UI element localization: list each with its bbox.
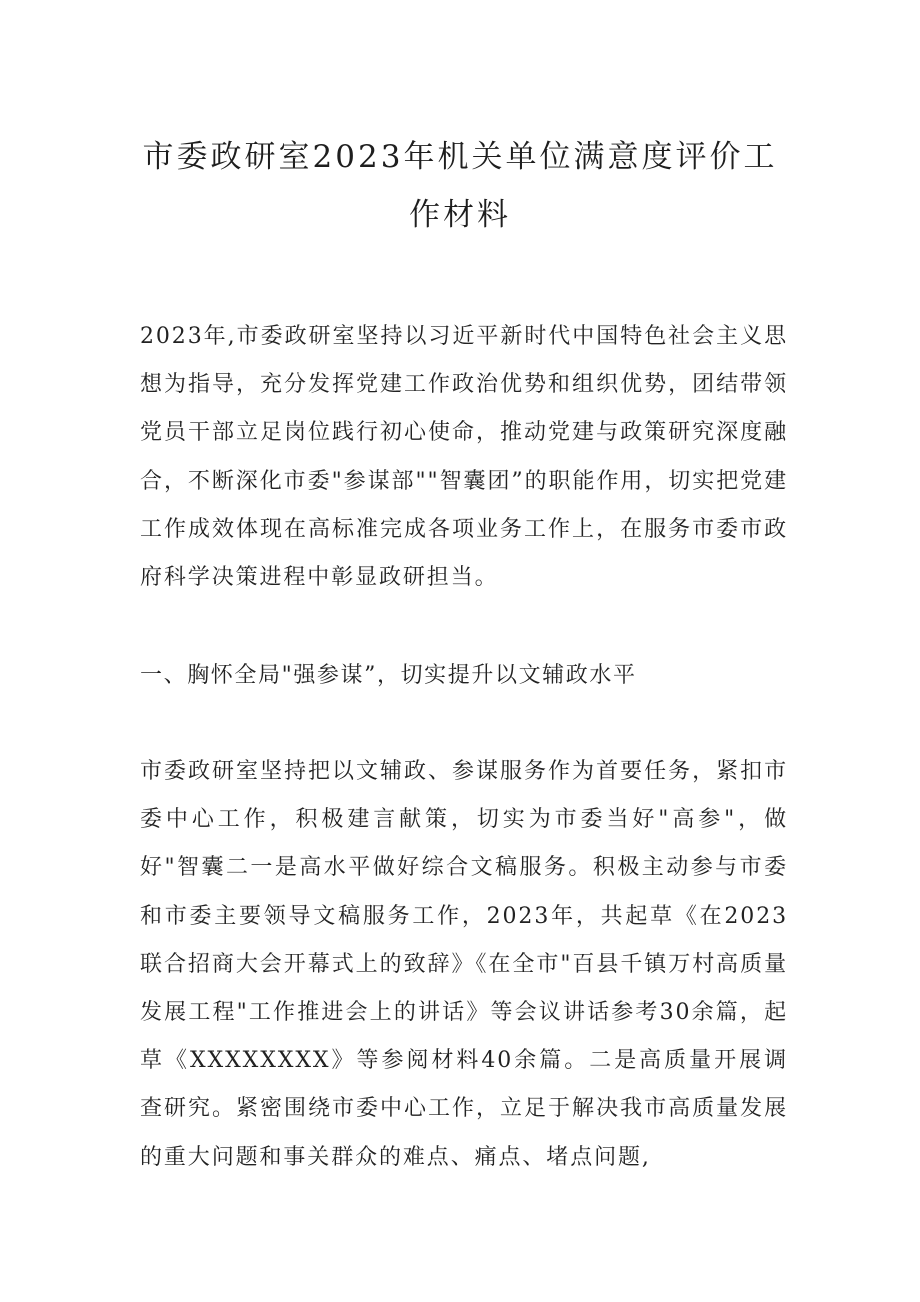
section-heading: 一、胸怀全局"强参谋”，切实提升以文辅政水平 <box>140 663 637 688</box>
intro-paragraph: 2023年,市委政研室坚持以习近平新时代中国特色社会主义思想为指导，充分发挥党建工作政治优势和组织优势，团结带领党员干部立足岗位践行初心使命，推动党建与政策研究深度融合，不断深化市委"参谋部""智囊团”的职能作用，切实把党建工作成效体现在高标准完成各项业务工作上，在服务市委市政府科学决策进程中彰显政研担当。 <box>140 324 788 591</box>
body-paragraph: 市委政研室坚持把以文辅政、参谋服务作为首要任务，紧扣市委中心工作，积极建言献策，切实为市委当好"高参"，做好"智囊二一是高水平做好综合文稿服务。积极主动参与市委和市委主要领导文稿服务工作，2023年，共起草《在2023联合招商大会开幕式上的致辞》《在全市"百县千镇万村高质量发展工程"工作推进会上的讲话》等会议讲话参考30余篇，起草《XXXXXXXX》等参阅材料40余篇。二是高质量开展调查研究。紧密围绕市委中心工作，立足于解决我市高质量发展的重大问题和事关群众的难点、痛点、堵点问题, <box>140 759 788 1170</box>
document-title: 市委政研室2023年机关单位满意度评价工作材料 <box>142 139 778 233</box>
